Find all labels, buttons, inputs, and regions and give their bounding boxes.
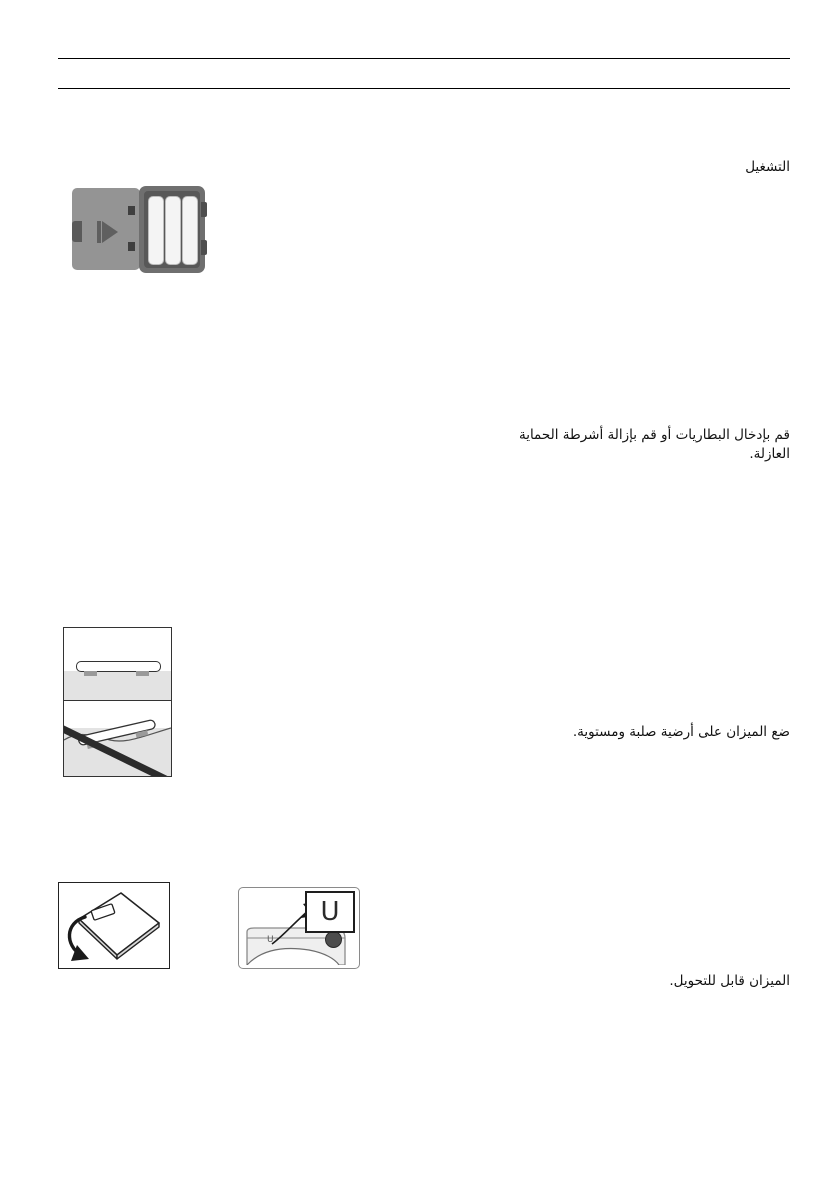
unit-callout-glyph: U <box>320 897 340 927</box>
battery-cell <box>182 196 198 265</box>
instruction-floor: ضع الميزان على أرضية صلبة ومستوية. <box>572 724 790 740</box>
unit-toggle-button-icon[interactable] <box>325 931 342 948</box>
battery-hinge-notch-bottom-icon <box>128 242 135 251</box>
battery-cell <box>165 196 181 265</box>
tap-scale-artwork <box>59 883 166 965</box>
battery-tray-tab-bottom-icon <box>201 240 207 255</box>
instruction-batteries: قم بإدخال البطاريات أو قم بإزالة أشرطة الحماية العازلة. <box>518 427 790 462</box>
surface-do-dont-figure <box>63 627 172 777</box>
battery-lid-arrow-icon <box>102 221 118 243</box>
unit-callout-box <box>305 891 355 933</box>
battery-lid-tab-icon <box>72 221 82 242</box>
battery-tray-inner <box>144 191 200 268</box>
battery-hinge-notch-top-icon <box>128 206 135 215</box>
battery-compartment-figure <box>64 186 212 274</box>
header-rule-bottom <box>58 88 790 89</box>
battery-cell <box>148 196 164 265</box>
battery-tray-tab-top-icon <box>201 202 207 217</box>
tap-scale-figure <box>58 882 170 969</box>
instruction-convertible: الميزان قابل للتحويل. <box>669 973 790 989</box>
underside-u-label: U <box>267 935 274 945</box>
section-heading-operation: التشغيل <box>745 159 790 175</box>
unit-switch-figure <box>238 887 360 969</box>
header-rule-top <box>58 58 790 59</box>
battery-lid <box>72 188 140 270</box>
battery-lid-arrow-bar-icon <box>97 221 101 243</box>
battery-tray <box>139 186 205 273</box>
